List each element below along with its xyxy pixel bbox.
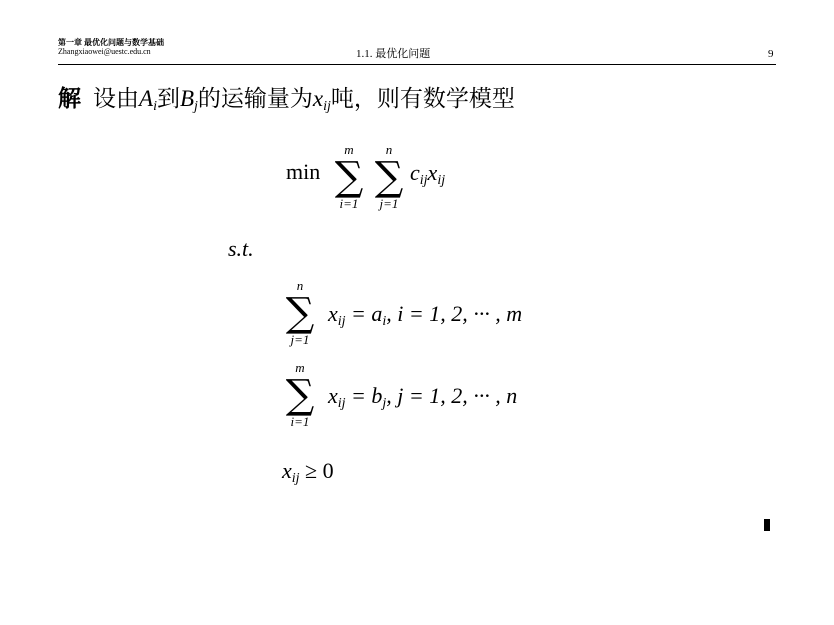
var-x: x [427,160,438,185]
rhs: = a [351,301,383,326]
sigma-symbol: ∑ [334,154,364,200]
subject-to-label: s.t. [228,236,254,261]
var-b: B [179,86,195,111]
index-range: , i = 1, 2, ··· , m [386,301,523,326]
section-title: 1.1. 最优化问题 [356,48,431,60]
coef-c: c [410,160,420,185]
sum-upper-limit: m [344,142,354,157]
var-x-sub: ij [337,314,346,329]
sigma-symbol: ∑ [374,154,404,200]
solution-line [58,84,515,114]
sum-lower-limit: i=1 [290,414,310,429]
solution-text-3: 的运输量为 [197,86,313,111]
var-a: A [139,86,154,111]
objective-term [410,160,445,186]
sigma-symbol: ∑ [285,372,315,418]
constraint-1-expr [328,301,522,327]
objective-min: min [286,159,321,184]
constraint-2-expr [328,383,517,409]
sum-upper-limit: n [385,142,393,157]
constraint-1-sum [282,279,318,347]
solution-label: 解 [58,86,81,112]
rhs-sub: j [382,396,387,411]
index-range: , j = 1, 2, ··· , n [386,383,518,408]
var-x: x [328,383,338,408]
page-number: 9 [768,48,774,60]
var-x-sub: ij [437,173,446,188]
sigma-symbol: ∑ [285,290,315,336]
chapter-title: 第一章 最优化问题与数学基础 [58,38,164,47]
solution-text-4: 吨，则有数学模型 [330,86,515,111]
nonneg-rhs: ≥ 0 [305,458,334,483]
var-x: x [282,458,292,483]
sum-lower-limit: i=1 [339,196,359,211]
coef-c-sub: ij [419,173,428,188]
nonnegativity-constraint [282,458,334,484]
sum-upper-limit: m [295,360,305,375]
sum-lower-limit: j=1 [379,196,399,211]
var-x-sub: ij [291,471,300,486]
solution-text-2: 到 [156,86,180,111]
end-of-proof-mark [764,519,770,531]
rhs: = b [351,383,383,408]
header-rule [58,64,776,65]
var-x: x [328,301,338,326]
var-a-sub: i [153,99,157,114]
sum-lower-limit: j=1 [290,332,310,347]
objective-sum-2 [372,143,406,211]
rhs-sub: i [382,314,387,329]
var-b-sub: j [194,99,198,114]
var-x-sub: ij [337,396,346,411]
author-email: Zhangxiaowei@uestc.edu.cn [58,47,151,56]
var-x: x [312,86,324,111]
solution-text-1: 设由 [93,86,139,111]
objective-sum-1 [332,143,366,211]
sum-upper-limit: n [296,278,304,293]
var-x-sub: ij [323,99,331,114]
constraint-2-sum [282,361,318,429]
